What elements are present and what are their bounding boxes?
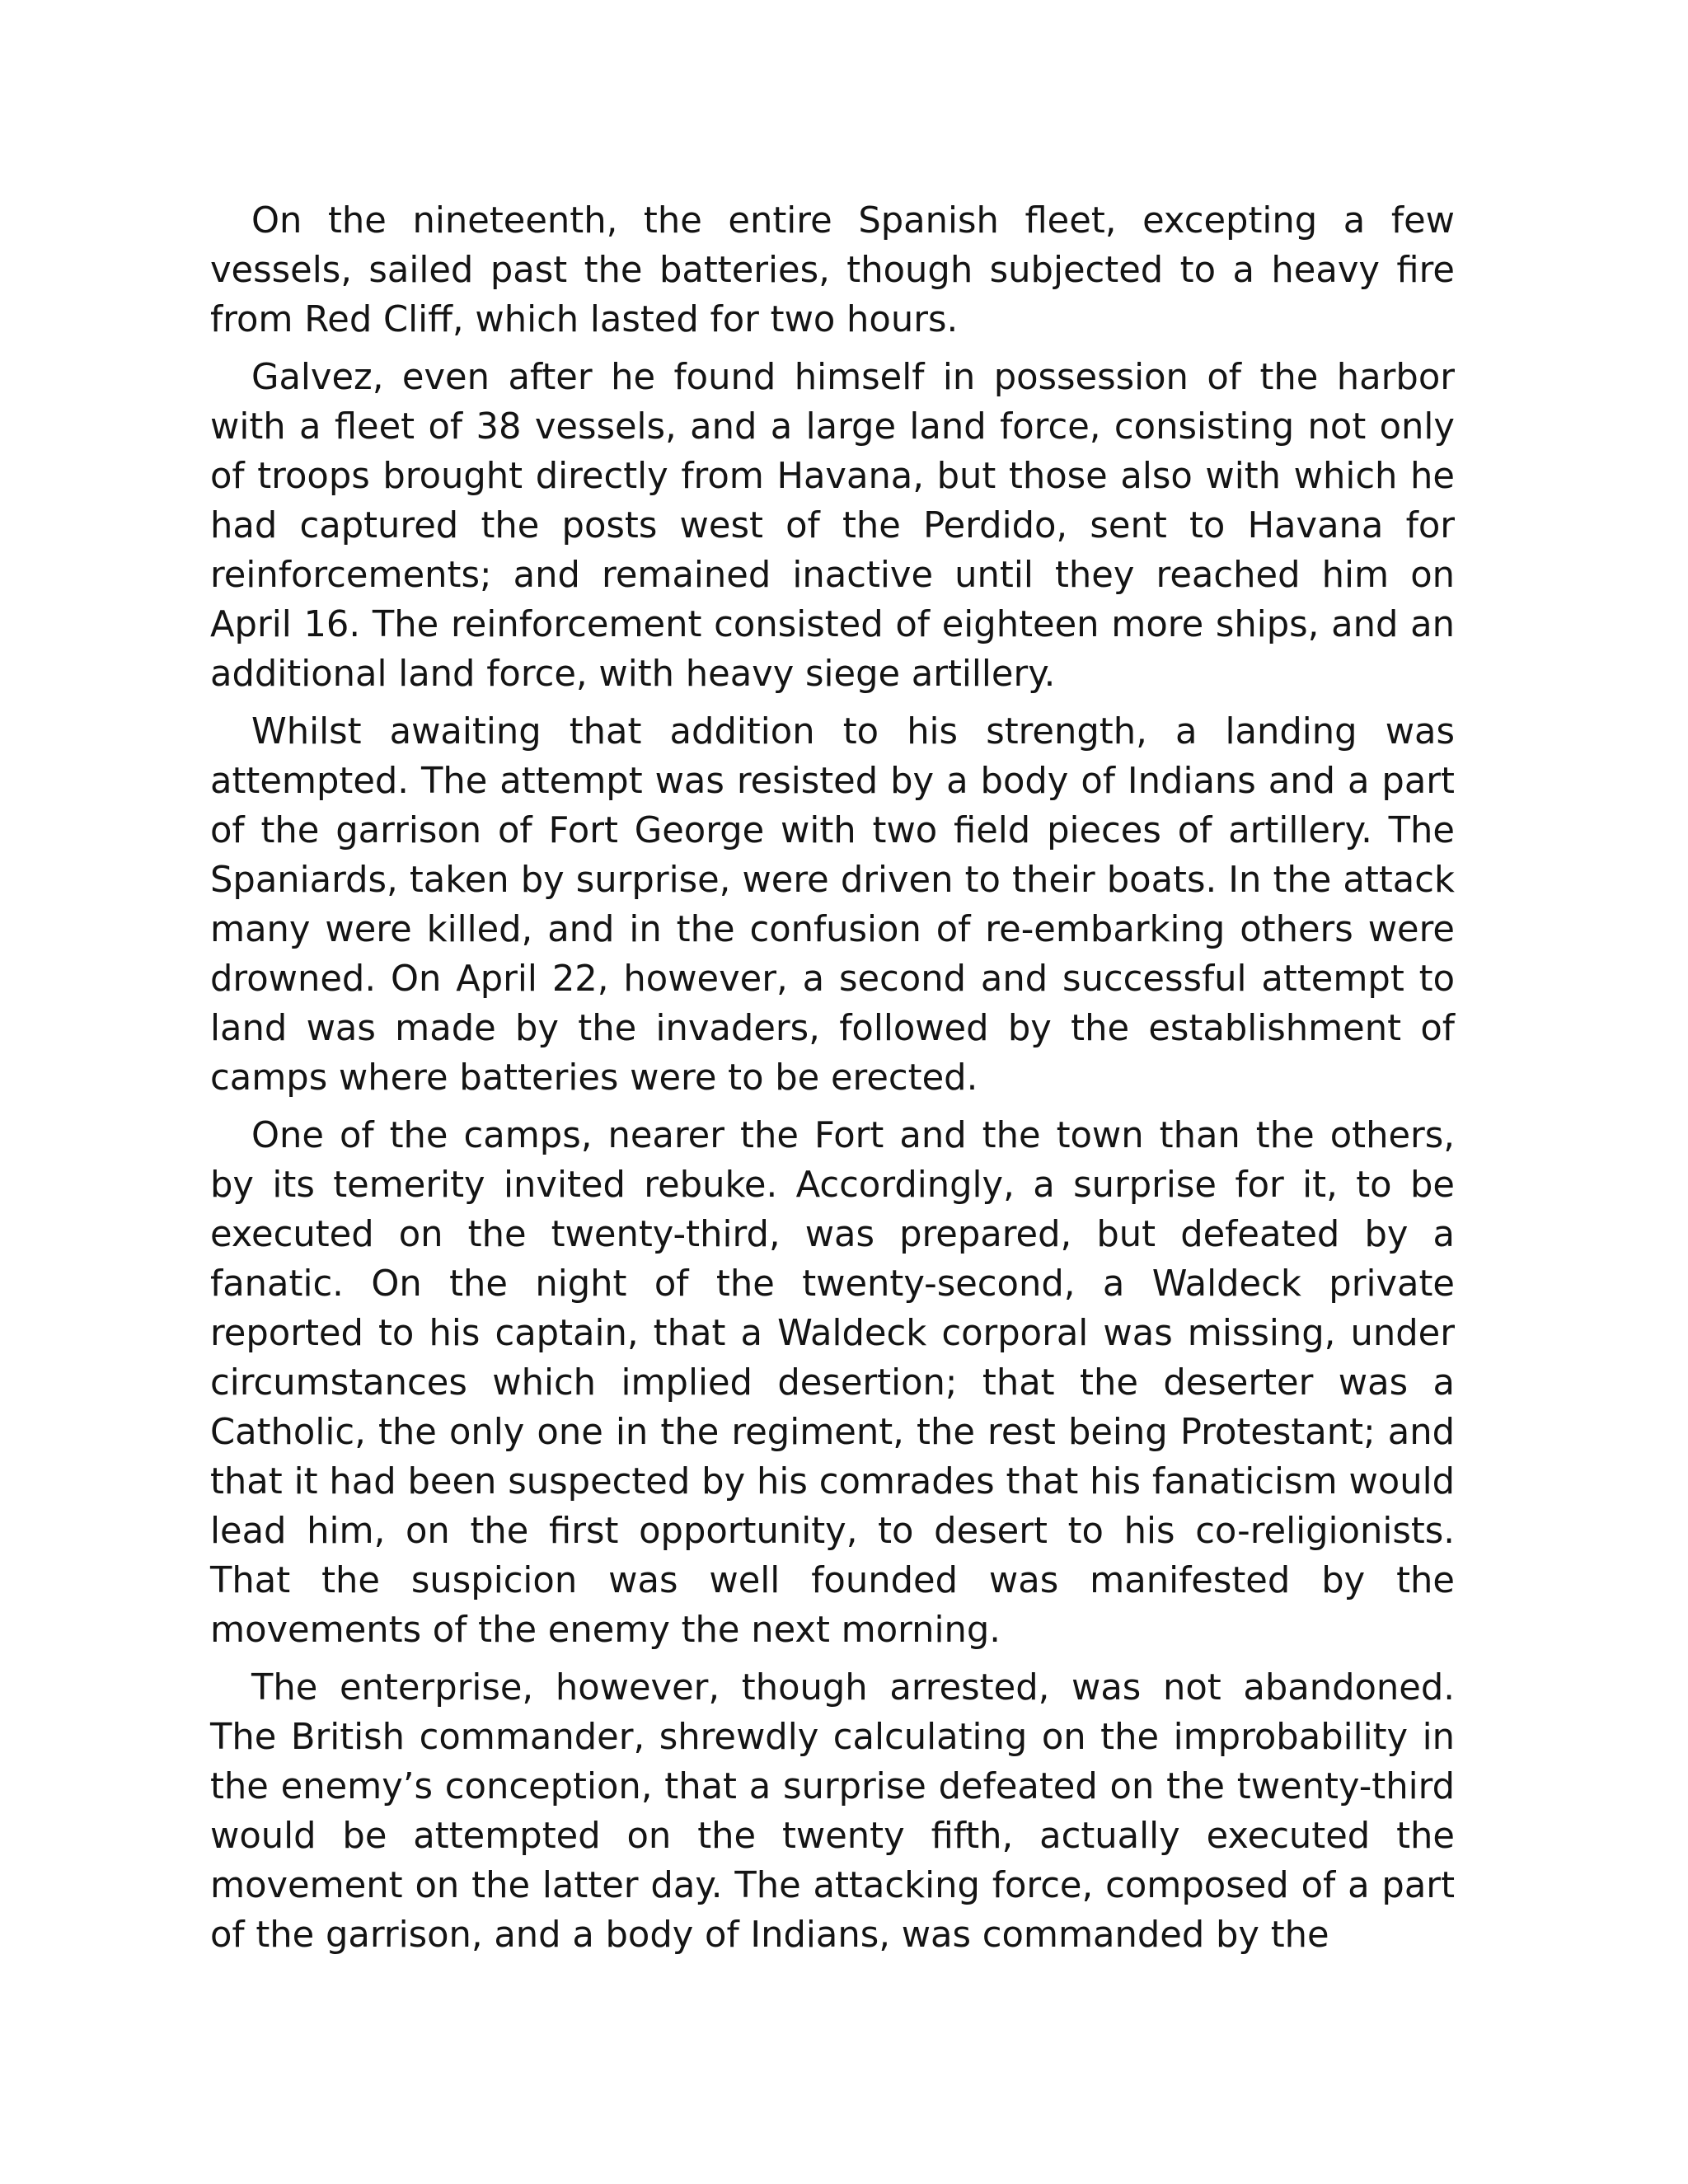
paragraph: On the nineteenth, the entire Spanish fleet, excepting a few vessels, sailed past the batteries, though subjected to a heavy fire from Red Cliff, which lasted for two hours. (210, 200, 1455, 340)
paragraph: One of the camps, nearer the Fort and the town than the others, by its temerity invited rebuke. Accordingly, a surprise for it, to be executed on the twenty-third, was prepared, but defeated by a fanatic. On the night of the twenty-second, a Waldeck private reported to his captain, that a Waldeck corporal was missing, under circumstances which implied desertion; that the deserter was a Catholic, the only one in the regiment, the rest being Protestant; and that it had been suspected by his comrades that his fanaticism would lead him, on the first opportunity, to desert to his co-religionists. That the suspicion was well founded was manifested by the movements of the enemy the next morning. (210, 1115, 1455, 1651)
document-page (210, 196, 1455, 1968)
paragraph: Galvez, even after he found himself in possession of the harbor with a fleet of 38 vessels, and a large land force, consisting not only of troops brought directly from Havana, but those also with which he had captured the posts west of the Perdido, sent to Havana for reinforcements; and remained inactive until they reached him on April 16. The reinforcement consisted of eighteen more ships, and an additional land force, with heavy siege artillery. (210, 357, 1455, 695)
paragraph: The enterprise, however, though arrested, was not abandoned. The British commander, shrewdly calculating on the improbability in the enemy’s conception, that a surprise defeated on the twenty-third would be attempted on the twenty fifth, actually executed the movement on the latter day. The attacking force, composed of a part of the garrison, and a body of Indians, was commanded by the (210, 1667, 1455, 1956)
paragraph: Whilst awaiting that addition to his strength, a landing was attempted. The attempt was resisted by a body of Indians and a part of the garrison of Fort George with two field pieces of artillery. The Spaniards, taken by surprise, were driven to their boats. In the attack many were killed, and in the confusion of re-embarking others were drowned. On April 22, however, a second and successful attempt to land was made by the invaders, followed by the establishment of camps where batteries were to be erected. (210, 711, 1455, 1099)
